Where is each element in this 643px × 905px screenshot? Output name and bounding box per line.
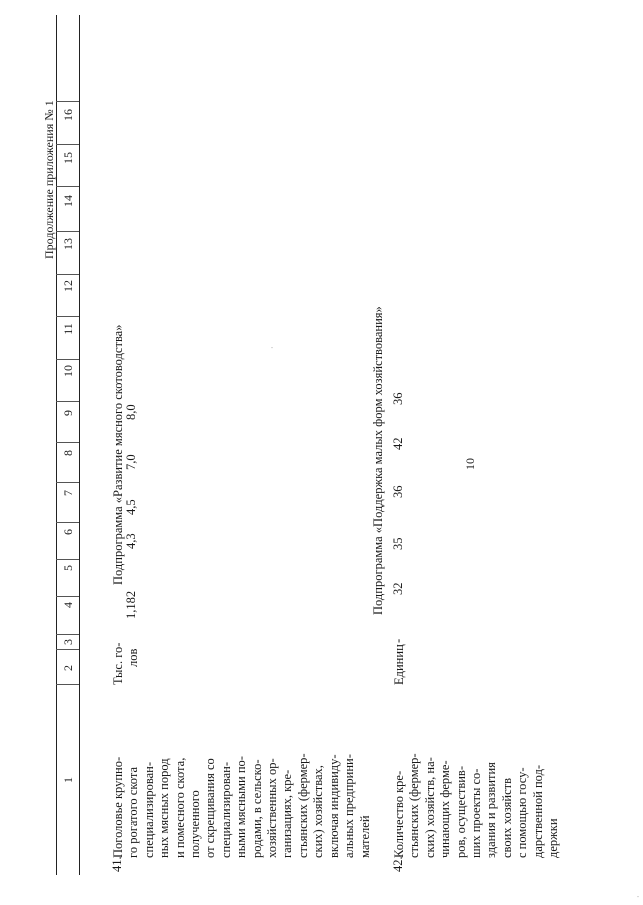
col-separator (56, 359, 79, 360)
col-header: 12 (61, 280, 75, 292)
col-header: 6 (61, 529, 75, 535)
value-cell: 7,0 (124, 454, 138, 470)
scan-speck: · (268, 346, 277, 349)
col-header: 16 (61, 109, 75, 121)
value-cell: 42 (391, 437, 405, 450)
subprogram-title: Подпрограмма «Развитие мясного скотоводства» (111, 324, 125, 585)
value-cell: 8,0 (124, 404, 138, 420)
header-bottom-rule (79, 15, 80, 875)
col-separator (56, 401, 79, 402)
col-separator (56, 231, 79, 232)
col-header: 15 (61, 152, 75, 164)
col-header: 9 (61, 410, 75, 416)
row-indicator-name: Количество кре- стьянских (фермер- ских) хозяйств, на- чинающих ферме- ров, осуществив- ших проекты со- здания и развития своих хозяйств с помощью госу- дарственной под- держки (392, 753, 561, 858)
value-cell: 4,3 (124, 533, 138, 549)
row-unit: Тыс. го- лов (111, 642, 141, 685)
col-separator (56, 144, 79, 145)
col-header: 3 (61, 639, 75, 645)
value-cell: 36 (391, 485, 405, 498)
value-cell: 35 (391, 537, 405, 550)
scan-speck: · (634, 895, 643, 898)
value-cell: 36 (391, 392, 405, 405)
subprogram-title: Подпрограмма «Поддержка малых форм хозяйствования» (371, 306, 385, 615)
col-separator (56, 274, 79, 275)
col-header: 13 (61, 238, 75, 250)
col-separator (56, 684, 79, 685)
row-number: 42. (391, 856, 405, 872)
row-number: 41. (110, 856, 124, 872)
page-number: 10 (463, 458, 477, 470)
col-header: 7 (61, 490, 75, 496)
value-cell: 1,182 (124, 590, 138, 619)
col-header: 2 (61, 665, 75, 671)
value-cell: - (391, 638, 405, 643)
col-separator (56, 186, 79, 187)
col-header: 4 (61, 602, 75, 608)
value-cell: 4,5 (124, 499, 138, 515)
appendix-note: Продолжение приложения № 1 (42, 100, 56, 259)
col-header: 14 (61, 195, 75, 207)
col-separator (56, 101, 79, 102)
col-header: 8 (61, 450, 75, 456)
row-unit: Единиц (392, 644, 406, 685)
value-cell: 32 (391, 582, 405, 595)
col-header: 10 (61, 365, 75, 377)
col-header: 11 (61, 323, 75, 335)
col-separator (56, 316, 79, 317)
row-indicator-name: Поголовье крупно- го рогатого скота специализирован- ных мясных пород и помесного скота, полученного от скрещивания со специализирован- ными мясными по- родами, в сельско- хозяйственных ор- ганизациях, кре- стьянских (фермер- ских) хозяйствах, включая индивиду- альных предприни- мателей (111, 753, 372, 858)
col-header: 5 (61, 565, 75, 571)
col-header: 1 (61, 777, 75, 783)
